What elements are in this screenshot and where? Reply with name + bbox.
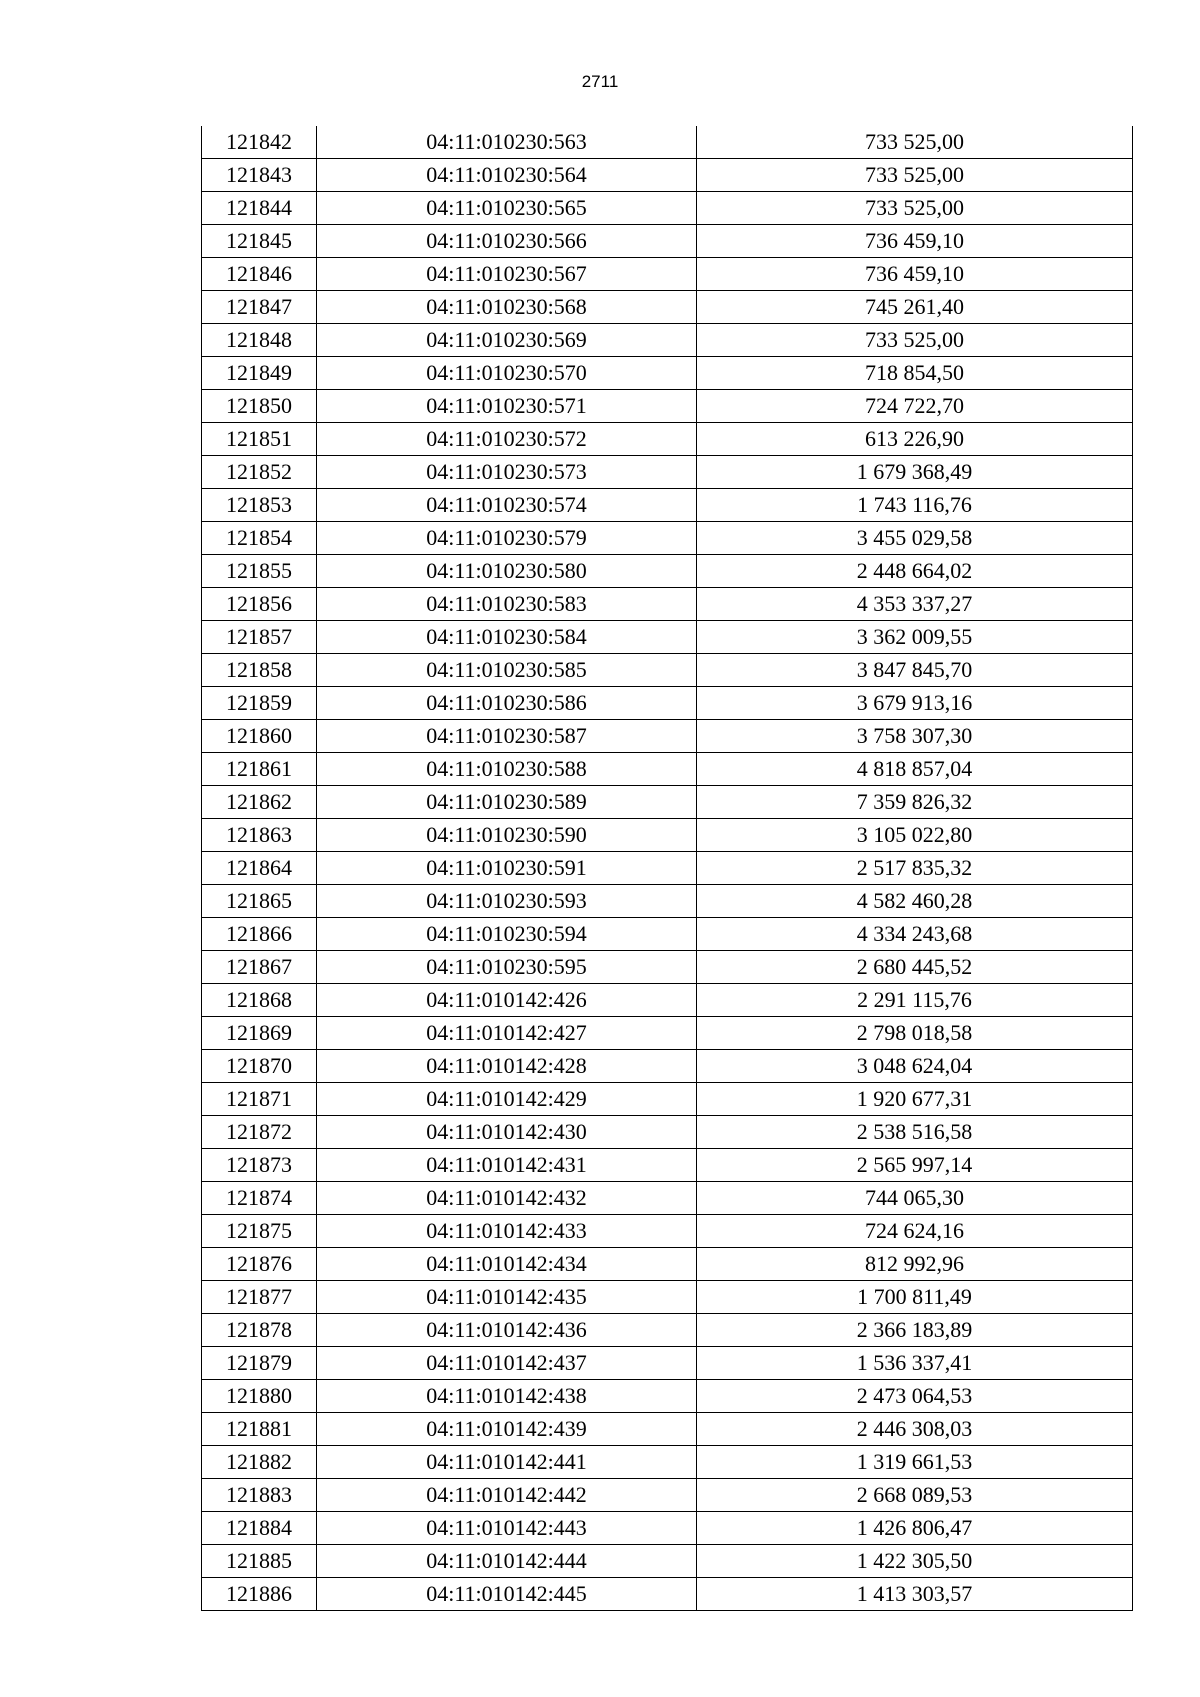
cadastral-number-cell: 04:11:010230:572: [317, 423, 697, 456]
cadastral-number-cell: 04:11:010142:443: [317, 1512, 697, 1545]
cadastral-number-cell: 04:11:010230:570: [317, 357, 697, 390]
row-number-cell: 121852: [202, 456, 317, 489]
cadastral-number-cell: 04:11:010230:579: [317, 522, 697, 555]
cadastral-value-cell: 2 680 445,52: [697, 951, 1133, 984]
table-row: [202, 1083, 1133, 1116]
row-number-cell: 121868: [202, 984, 317, 1017]
cadastral-number-cell: 04:11:010230:591: [317, 852, 697, 885]
cadastral-number-cell: 04:11:010230:587: [317, 720, 697, 753]
cadastral-value-cell: 744 065,30: [697, 1182, 1133, 1215]
cadastral-value-cell: 3 455 029,58: [697, 522, 1133, 555]
row-number-cell: 121885: [202, 1545, 317, 1578]
cadastral-value-cell: 2 565 997,14: [697, 1149, 1133, 1182]
cadastral-value-cell: 613 226,90: [697, 423, 1133, 456]
cadastral-number-cell: 04:11:010142:430: [317, 1116, 697, 1149]
table-row: [202, 951, 1133, 984]
table-row: [202, 918, 1133, 951]
table-row: [202, 1512, 1133, 1545]
table-row: [202, 456, 1133, 489]
cadastral-value-cell: 1 679 368,49: [697, 456, 1133, 489]
table-row: [202, 588, 1133, 621]
row-number-cell: 121875: [202, 1215, 317, 1248]
cadastral-number-cell: 04:11:010230:569: [317, 324, 697, 357]
cadastral-number-cell: 04:11:010230:564: [317, 159, 697, 192]
row-number-cell: 121861: [202, 753, 317, 786]
table-row: [202, 258, 1133, 291]
table-row: [202, 852, 1133, 885]
cadastral-value-cell: 724 624,16: [697, 1215, 1133, 1248]
cadastral-value-cell: 2 517 835,32: [697, 852, 1133, 885]
cadastral-number-cell: 04:11:010142:428: [317, 1050, 697, 1083]
table-row: [202, 1182, 1133, 1215]
cadastral-value-cell: 724 722,70: [697, 390, 1133, 423]
cadastral-value-cell: 3 758 307,30: [697, 720, 1133, 753]
cadastral-value-cell: 4 334 243,68: [697, 918, 1133, 951]
cadastral-number-cell: 04:11:010230:574: [317, 489, 697, 522]
cadastral-number-cell: 04:11:010142:442: [317, 1479, 697, 1512]
cadastral-value-cell: 4 353 337,27: [697, 588, 1133, 621]
table-row: [202, 423, 1133, 456]
cadastral-number-cell: 04:11:010142:429: [317, 1083, 697, 1116]
cadastral-value-cell: 2 446 308,03: [697, 1413, 1133, 1446]
cadastral-number-cell: 04:11:010230:566: [317, 225, 697, 258]
cadastral-number-cell: 04:11:010230:593: [317, 885, 697, 918]
table-row: [202, 390, 1133, 423]
table-row: [202, 1050, 1133, 1083]
table-row: [202, 1413, 1133, 1446]
cadastral-value-cell: 718 854,50: [697, 357, 1133, 390]
row-number-cell: 121849: [202, 357, 317, 390]
row-number-cell: 121880: [202, 1380, 317, 1413]
table-row: [202, 621, 1133, 654]
table-row: [202, 1314, 1133, 1347]
cadastral-number-cell: 04:11:010142:437: [317, 1347, 697, 1380]
row-number-cell: 121851: [202, 423, 317, 456]
cadastral-value-cell: 2 538 516,58: [697, 1116, 1133, 1149]
table-row: [202, 225, 1133, 258]
row-number-cell: 121865: [202, 885, 317, 918]
row-number-cell: 121872: [202, 1116, 317, 1149]
row-number-cell: 121858: [202, 654, 317, 687]
row-number-cell: 121877: [202, 1281, 317, 1314]
row-number-cell: 121857: [202, 621, 317, 654]
cadastral-value-cell: 733 525,00: [697, 192, 1133, 225]
cadastral-number-cell: 04:11:010142:432: [317, 1182, 697, 1215]
cadastral-number-cell: 04:11:010142:444: [317, 1545, 697, 1578]
cadastral-value-cell: 3 048 624,04: [697, 1050, 1133, 1083]
cadastral-value-cell: 2 366 183,89: [697, 1314, 1133, 1347]
row-number-cell: 121873: [202, 1149, 317, 1182]
row-number-cell: 121879: [202, 1347, 317, 1380]
row-number-cell: 121883: [202, 1479, 317, 1512]
table-row: [202, 1281, 1133, 1314]
row-number-cell: 121842: [202, 126, 317, 159]
row-number-cell: 121874: [202, 1182, 317, 1215]
table-row: [202, 984, 1133, 1017]
row-number-cell: 121884: [202, 1512, 317, 1545]
cadastral-value-cell: 812 992,96: [697, 1248, 1133, 1281]
cadastral-value-cell: 733 525,00: [697, 324, 1133, 357]
cadastral-value-cell: 4 582 460,28: [697, 885, 1133, 918]
table-row: [202, 291, 1133, 324]
table-row: [202, 159, 1133, 192]
cadastral-value-cell: 733 525,00: [697, 159, 1133, 192]
cadastral-value-cell: 1 743 116,76: [697, 489, 1133, 522]
cadastral-number-cell: 04:11:010230:585: [317, 654, 697, 687]
cadastral-value-cell: 1 536 337,41: [697, 1347, 1133, 1380]
table-row: [202, 654, 1133, 687]
row-number-cell: 121860: [202, 720, 317, 753]
table-row: [202, 1116, 1133, 1149]
cadastral-number-cell: 04:11:010142:441: [317, 1446, 697, 1479]
table-row: [202, 1380, 1133, 1413]
cadastral-value-cell: 3 362 009,55: [697, 621, 1133, 654]
row-number-cell: 121867: [202, 951, 317, 984]
cadastral-value-cell: 2 473 064,53: [697, 1380, 1133, 1413]
cadastral-value-cell: 3 847 845,70: [697, 654, 1133, 687]
cadastral-number-cell: 04:11:010230:565: [317, 192, 697, 225]
cadastral-value-cell: 733 525,00: [697, 126, 1133, 159]
row-number-cell: 121881: [202, 1413, 317, 1446]
cadastral-number-cell: 04:11:010230:584: [317, 621, 697, 654]
cadastral-value-cell: 2 291 115,76: [697, 984, 1133, 1017]
row-number-cell: 121870: [202, 1050, 317, 1083]
cadastral-value-cell: 745 261,40: [697, 291, 1133, 324]
row-number-cell: 121878: [202, 1314, 317, 1347]
table-row: [202, 1545, 1133, 1578]
cadastral-number-cell: 04:11:010142:433: [317, 1215, 697, 1248]
cadastral-number-cell: 04:11:010230:590: [317, 819, 697, 852]
row-number-cell: 121864: [202, 852, 317, 885]
cadastral-number-cell: 04:11:010142:439: [317, 1413, 697, 1446]
row-number-cell: 121876: [202, 1248, 317, 1281]
cadastral-number-cell: 04:11:010142:434: [317, 1248, 697, 1281]
cadastral-number-cell: 04:11:010142:431: [317, 1149, 697, 1182]
table-row: [202, 687, 1133, 720]
cadastral-number-cell: 04:11:010230:595: [317, 951, 697, 984]
cadastral-value-cell: 2 668 089,53: [697, 1479, 1133, 1512]
cadastral-value-cell: 3 105 022,80: [697, 819, 1133, 852]
table-row: [202, 324, 1133, 357]
table-row: [202, 1446, 1133, 1479]
table-body: [202, 126, 1133, 1611]
cadastral-number-cell: 04:11:010142:426: [317, 984, 697, 1017]
row-number-cell: 121882: [202, 1446, 317, 1479]
cadastral-number-cell: 04:11:010230:594: [317, 918, 697, 951]
table-row: [202, 753, 1133, 786]
row-number-cell: 121859: [202, 687, 317, 720]
table-row: [202, 357, 1133, 390]
cadastral-number-cell: 04:11:010230:573: [317, 456, 697, 489]
row-number-cell: 121844: [202, 192, 317, 225]
cadastral-number-cell: 04:11:010142:445: [317, 1578, 697, 1611]
cadastral-value-cell: 3 679 913,16: [697, 687, 1133, 720]
row-number-cell: 121843: [202, 159, 317, 192]
row-number-cell: 121847: [202, 291, 317, 324]
row-number-cell: 121855: [202, 555, 317, 588]
cadastral-value-cell: 1 413 303,57: [697, 1578, 1133, 1611]
cadastral-number-cell: 04:11:010230:567: [317, 258, 697, 291]
cadastral-number-cell: 04:11:010142:435: [317, 1281, 697, 1314]
row-number-cell: 121866: [202, 918, 317, 951]
cadastral-value-cell: 736 459,10: [697, 225, 1133, 258]
table-row: [202, 1017, 1133, 1050]
table-row: [202, 522, 1133, 555]
cadastral-value-cell: 1 426 806,47: [697, 1512, 1133, 1545]
cadastral-number-cell: 04:11:010230:580: [317, 555, 697, 588]
row-number-cell: 121869: [202, 1017, 317, 1050]
row-number-cell: 121863: [202, 819, 317, 852]
cadastral-number-cell: 04:11:010230:588: [317, 753, 697, 786]
table-row: [202, 126, 1133, 159]
table-row: [202, 1479, 1133, 1512]
cadastral-number-cell: 04:11:010142:427: [317, 1017, 697, 1050]
cadastral-value-cell: 2 798 018,58: [697, 1017, 1133, 1050]
cadastral-number-cell: 04:11:010230:586: [317, 687, 697, 720]
cadastral-value-cell: 1 319 661,53: [697, 1446, 1133, 1479]
row-number-cell: 121848: [202, 324, 317, 357]
row-number-cell: 121854: [202, 522, 317, 555]
table-row: [202, 1248, 1133, 1281]
table-row: [202, 1347, 1133, 1380]
cadastral-value-cell: 4 818 857,04: [697, 753, 1133, 786]
cadastral-number-cell: 04:11:010230:589: [317, 786, 697, 819]
cadastral-value-cell: 1 422 305,50: [697, 1545, 1133, 1578]
cadastral-value-cell: 7 359 826,32: [697, 786, 1133, 819]
table-row: [202, 489, 1133, 522]
table-row: [202, 555, 1133, 588]
row-number-cell: 121850: [202, 390, 317, 423]
cadastral-value-cell: 1 920 677,31: [697, 1083, 1133, 1116]
cadastral-number-cell: 04:11:010230:568: [317, 291, 697, 324]
row-number-cell: 121845: [202, 225, 317, 258]
cadastral-number-cell: 04:11:010230:583: [317, 588, 697, 621]
row-number-cell: 121886: [202, 1578, 317, 1611]
table-row: [202, 786, 1133, 819]
table-row: [202, 885, 1133, 918]
cadastral-number-cell: 04:11:010142:438: [317, 1380, 697, 1413]
table-row: [202, 720, 1133, 753]
table-row: [202, 1215, 1133, 1248]
cadastral-number-cell: 04:11:010230:563: [317, 126, 697, 159]
cadastral-value-cell: 2 448 664,02: [697, 555, 1133, 588]
page-number: 2711: [581, 72, 619, 91]
row-number-cell: 121856: [202, 588, 317, 621]
table-row: [202, 1578, 1133, 1611]
row-number-cell: 121862: [202, 786, 317, 819]
table-row: [202, 192, 1133, 225]
row-number-cell: 121846: [202, 258, 317, 291]
cadastral-value-cell: 1 700 811,49: [697, 1281, 1133, 1314]
cadastral-value-cell: 736 459,10: [697, 258, 1133, 291]
table-row: [202, 1149, 1133, 1182]
row-number-cell: 121871: [202, 1083, 317, 1116]
cadastral-number-cell: 04:11:010230:571: [317, 390, 697, 423]
cadastral-number-cell: 04:11:010142:436: [317, 1314, 697, 1347]
row-number-cell: 121853: [202, 489, 317, 522]
cadastral-value-table: [201, 126, 1133, 1611]
table-row: [202, 819, 1133, 852]
